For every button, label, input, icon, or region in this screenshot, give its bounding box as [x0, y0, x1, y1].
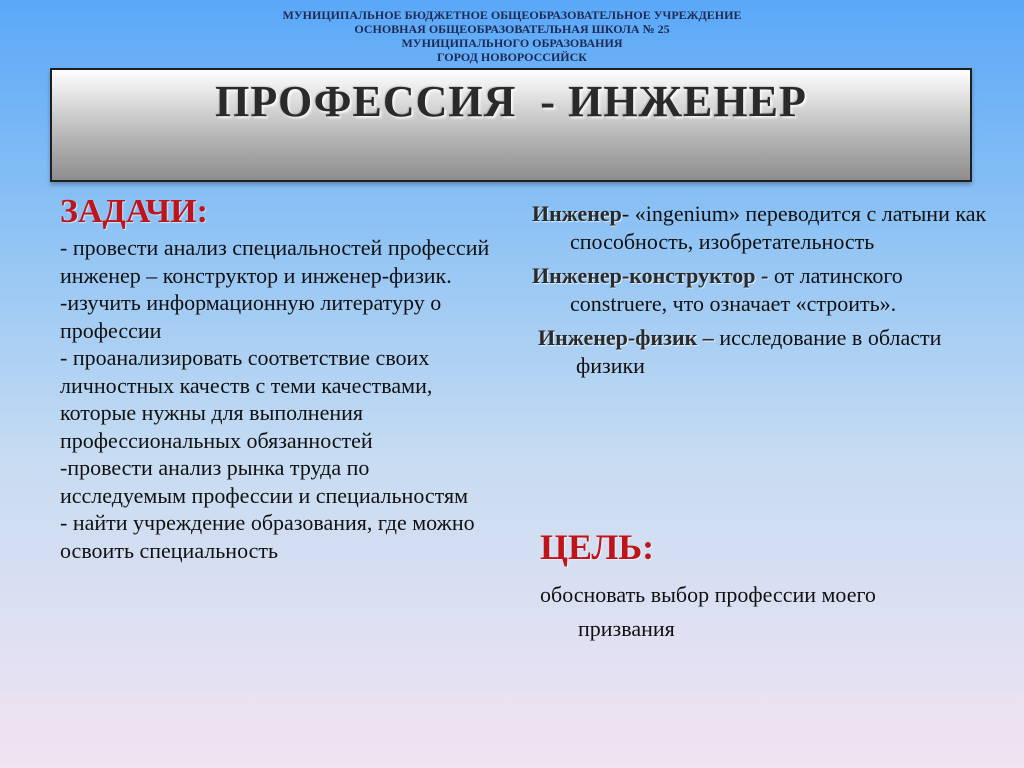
definition-text: исследование в области физики	[576, 325, 942, 378]
task-list	[60, 234, 500, 564]
title-banner	[50, 68, 972, 182]
slide-title: ПРОФЕССИЯ - ИНЖЕНЕР	[215, 77, 807, 126]
tasks-heading: ЗАДАЧИ:	[60, 193, 209, 230]
goal-text	[540, 578, 1000, 646]
definition-text: - «ingenium» переводится с латыни как способность, изобретательность	[570, 201, 987, 254]
org-line: ГОРОД НОВОРОССИЙСК	[436, 50, 588, 64]
definitions-section	[532, 200, 1002, 386]
definition-engineer	[532, 200, 1002, 256]
org-line: ОСНОВНАЯ ОБЩЕОБРАЗОВАТЕЛЬНАЯ ШКОЛА № 25	[354, 22, 670, 36]
org-line: МУНИЦИПАЛЬНОЕ БЮДЖЕТНОЕ ОБЩЕОБРАЗОВАТЕЛЬНОЕ УЧРЕЖДЕНИЕ	[282, 8, 742, 22]
definition-physics-engineer	[538, 324, 1002, 380]
task-item: - провести анализ специальностей профессий инженер – конструктор и инженер-физик.	[60, 235, 490, 288]
definition-text: от латинского construere, что означает «строить».	[570, 263, 903, 316]
goal-heading: ЦЕЛЬ:	[540, 527, 655, 567]
tasks-section	[60, 192, 500, 564]
task-item: -провести анализ рынка труда по исследуемым профессии и специальностям	[60, 455, 469, 508]
task-item: - проанализировать соответствие своих личностных качеств с теми качествами, которые нужны для выполнения профессиональных обязанностей	[60, 345, 433, 453]
goal-line: призвания	[578, 616, 675, 641]
organization-header	[0, 8, 1024, 64]
goal-section	[540, 526, 1000, 646]
org-line: МУНИЦИПАЛЬНОГО ОБРАЗОВАНИЯ	[401, 36, 623, 50]
task-item: -изучить информационную литературу о профессии	[60, 290, 442, 343]
term-engineer: Инженер	[532, 201, 622, 226]
goal-line: обосновать выбор профессии моего	[540, 582, 876, 607]
term-physics-engineer: Инженер-физик –	[538, 325, 720, 350]
task-item: - найти учреждение образования, где можно освоить специальность	[60, 510, 475, 563]
term-design-engineer: Инженер-конструктор -	[532, 263, 774, 288]
definition-design-engineer	[532, 262, 1002, 318]
